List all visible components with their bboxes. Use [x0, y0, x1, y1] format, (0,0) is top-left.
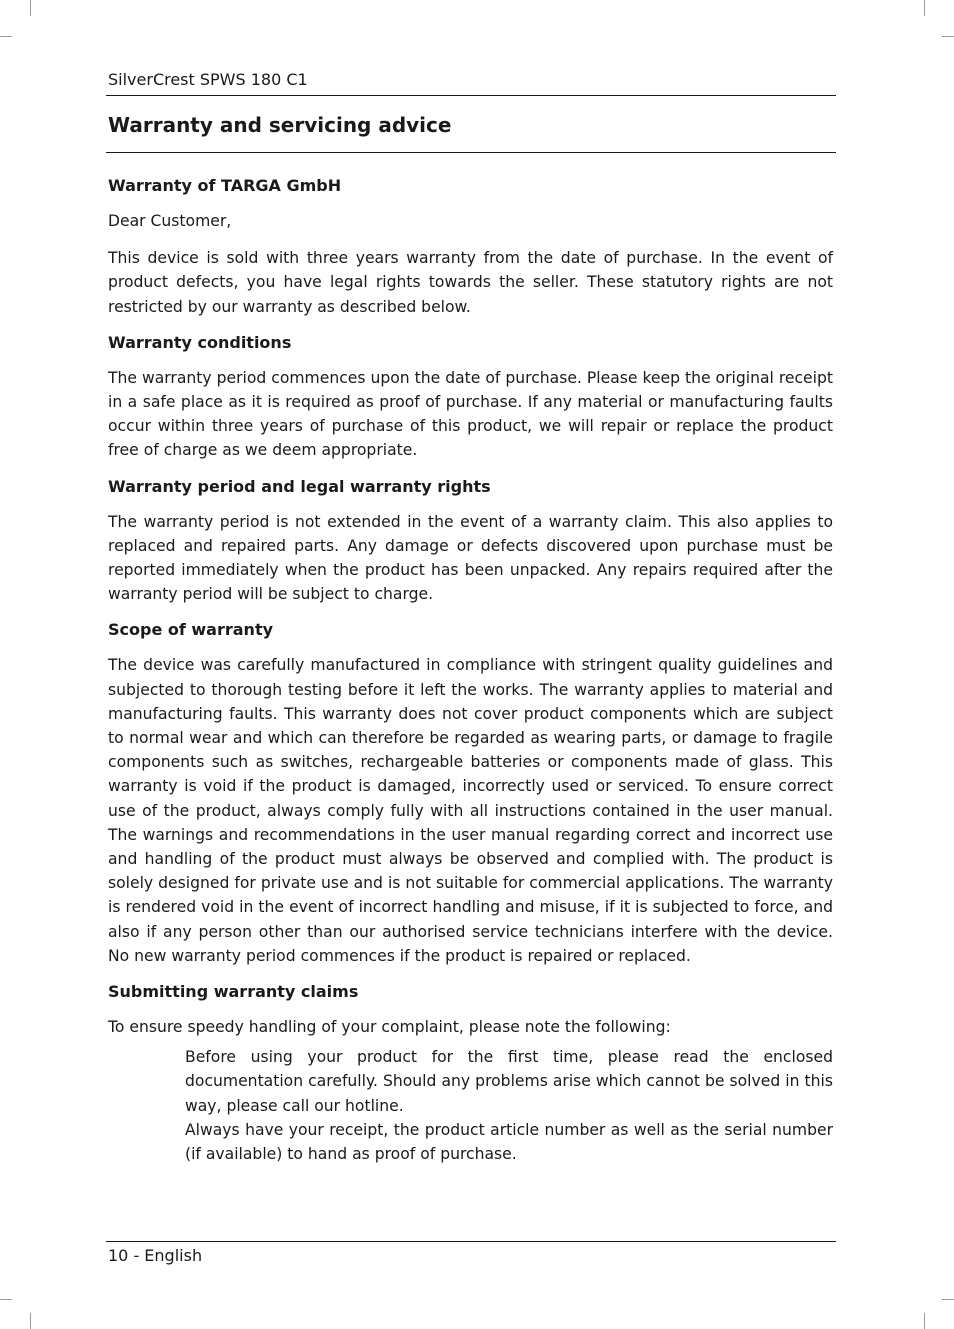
greeting: Dear Customer, [108, 212, 232, 230]
crop-mark [0, 1299, 12, 1300]
paragraph-intro: This device is sold with three years warranty from the date of purchase. In the event of product defects, you have legal rights towards the seller. These statutory rights are not restricted by our warranty as described below. [108, 249, 833, 316]
paragraph-conditions: The warranty period commences upon the date of purchase. Please keep the original receipt in a safe place as it is required as proof of purchase. If any material or manufacturing faults occur within three years of purchase of this product, we will repair or replace the product free of charge as we deem appropriate. [108, 368, 833, 460]
list-item: Before using your product for the first time, please read the enclosed documentation carefully. Should any problems arise which cannot be solved in this way, please call our hotline. [185, 1048, 833, 1115]
heading-period: Warranty period and legal warranty rights [108, 476, 491, 496]
header-rule [106, 95, 836, 96]
page-number: 10 - English [108, 1246, 203, 1265]
heading-claims: Submitting warranty claims [108, 982, 359, 1002]
footer-rule [106, 1241, 836, 1242]
document-body [108, 175, 833, 1166]
running-header: SilverCrest SPWS 180 C1 [108, 70, 308, 89]
claims-list [108, 1045, 833, 1166]
paragraph-claims-intro: To ensure speedy handling of your complaint, please note the following: [108, 1018, 671, 1037]
crop-mark [942, 36, 954, 37]
crop-mark [924, 0, 925, 16]
paragraph-scope: The device was carefully manufactured in compliance with stringent quality guidelines and subjected to thorough testing before it left the works. The warranty applies to material and manufacturing faults. This warranty does not cover product components which are subject to normal wear and which can therefore be regarded as wearing parts, or damage to fragile components such as switches, rechargeable batteries or components made of glass. This warranty is void if the product is damaged, incorrectly used or serviced. To ensure correct use of the product, always comply fully with all instructions contained in the user manual. The warnings and recommendations in the user manual regarding correct and incorrect use and handling of the product must always be observed and complied with. The product is solely designed for private use and is not suitable for commercial applications. The warranty is rendered void in the event of incorrect handling and misuse, if it is subjected to force, and also if any person other than our authorised service technicians interfere with the device. No new warranty period commences if the product is repaired or replaced. [108, 656, 833, 965]
heading-conditions: Warranty conditions [108, 332, 292, 352]
heading-scope: Scope of warranty [108, 620, 274, 640]
crop-mark [30, 1313, 31, 1329]
list-item: Always have your receipt, the product article number as well as the serial number (if available) to hand as proof of purchase. [185, 1120, 833, 1164]
section-title: Warranty and servicing advice [108, 113, 452, 137]
crop-mark [30, 0, 31, 16]
heading-warranty-of: Warranty of TARGA GmbH [108, 176, 342, 195]
crop-mark [942, 1299, 954, 1300]
paragraph-period: The warranty period is not extended in the event of a warranty claim. This also applies to replaced and repaired parts. Any damage or defects discovered upon purchase must be reported immediately when the product has been unpacked. Any repairs required after the warranty period will be subject to charge. [108, 512, 833, 604]
crop-mark [0, 36, 12, 37]
section-rule [106, 152, 836, 153]
crop-mark [924, 1313, 925, 1329]
